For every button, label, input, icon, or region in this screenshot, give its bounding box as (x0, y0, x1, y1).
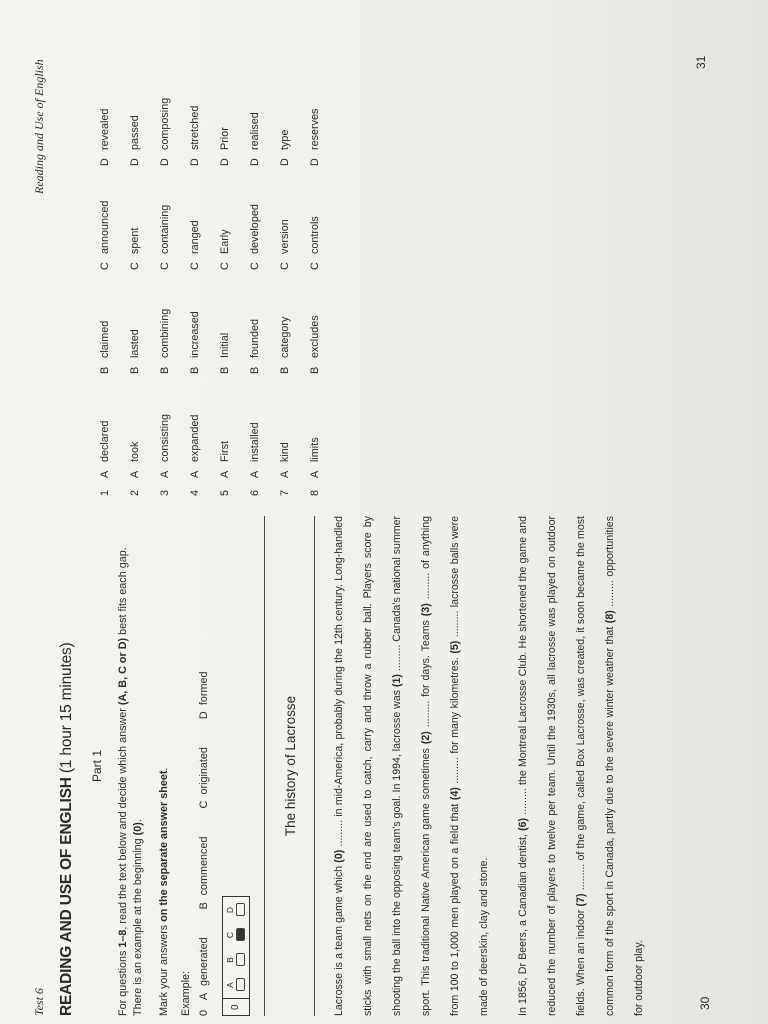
question-number: 8 (309, 489, 321, 496)
option-word: lasted (129, 329, 141, 358)
option-word: combining (159, 308, 171, 358)
option-letter: A (189, 470, 201, 478)
option-letter: D (129, 158, 141, 166)
option-word: category (279, 316, 291, 358)
option-word: declared (99, 420, 111, 462)
option-word: First (219, 441, 231, 462)
gap-number: (2) (420, 731, 432, 745)
option-letter: C (249, 262, 261, 270)
option-word: developed (249, 204, 261, 254)
option-row (150, 62, 180, 496)
option-letter: A (159, 470, 171, 478)
page-number-right: 31 (694, 55, 708, 69)
option-word: controls (309, 216, 321, 254)
test-label: Test 6 (32, 988, 46, 1016)
option-word: Prior (219, 127, 231, 150)
answer-bubble-a: A (225, 975, 245, 995)
option-letter: A (249, 470, 261, 478)
option-letter: C (189, 262, 201, 270)
gap-number: (7) (575, 893, 587, 907)
option-letter: D (219, 158, 231, 166)
option-letter: D (189, 158, 201, 166)
option-word: consisting (159, 413, 171, 462)
example-option-a: Agenerated (198, 937, 210, 1000)
option-letter: D (159, 158, 171, 166)
option-word: claimed (99, 320, 111, 358)
answer-bubble-b: B (225, 950, 245, 970)
option-letter: A (99, 470, 111, 478)
part-title: Part 1 (90, 750, 104, 783)
example-number: 0 (198, 1009, 210, 1016)
section-title (58, 516, 76, 1016)
option-letter: B (159, 366, 171, 374)
passage-paragraph-1: Lacrosse is a team game which (0) ......... in mid-America, probably during the 12th century. Long-handled sticks with small nets on the end are used to catch, carry and throw a rubber ball. Players score by shooting the ball into the opposing team's goal. In 1994, lacrosse was (1) ......... Canada's national summer sport. This traditional Native American game sometimes (2) ......... for days. Teams (3) ......... of anything from 100 to 1,000 men played on a field that (4) ......... for many kilometres. (5) ......... lacrosse balls were made of deerskin, clay and stone. (333, 515, 490, 1016)
option-word: composing (159, 97, 171, 150)
option-letter: A (129, 470, 141, 478)
gap-number: (8) (604, 610, 616, 624)
option-letter: B (219, 366, 231, 374)
option-word: type (279, 129, 291, 150)
example-answer-box (222, 896, 250, 1016)
gap-number: (3) (420, 603, 432, 617)
option-word: ranged (189, 220, 201, 254)
option-letter: D (309, 158, 321, 166)
gap-number: (5) (449, 640, 461, 654)
option-letter: D (99, 158, 111, 166)
option-letter: B (249, 366, 261, 374)
options-table (90, 62, 330, 496)
option-word: installed (249, 422, 261, 462)
option-letter: A (309, 470, 321, 478)
option-row (240, 62, 270, 496)
option-word: containing (159, 204, 171, 254)
example-label: Example: (180, 970, 192, 1016)
option-word: expanded (189, 414, 201, 462)
gap-number: (1) (391, 674, 403, 688)
option-letter: B (129, 366, 141, 374)
option-letter: C (219, 262, 231, 270)
option-word: founded (249, 318, 261, 358)
question-number: 6 (249, 489, 261, 496)
option-word: excludes (309, 315, 321, 358)
section-label: Reading and Use of English (32, 59, 46, 194)
option-word: version (279, 219, 291, 254)
option-word: realised (249, 112, 261, 150)
divider (264, 516, 265, 1016)
gap-number: (4) (449, 787, 461, 801)
option-row (270, 62, 300, 496)
left-column (58, 516, 654, 1016)
option-letter: C (159, 262, 171, 270)
option-word: kind (279, 442, 291, 462)
option-letter: C (129, 262, 141, 270)
divider (314, 516, 315, 1016)
option-letter: D (249, 158, 261, 166)
option-letter: A (219, 470, 231, 478)
question-number: 1 (99, 489, 111, 496)
answer-box-number: 0 (230, 1004, 241, 1010)
option-word: passed (129, 115, 141, 150)
option-word: announced (99, 200, 111, 254)
passage-title: The history of Lacrosse (283, 695, 298, 837)
mark-answers-instruction: Mark your answers on the separate answer sheet. (158, 767, 170, 1016)
option-letter: B (189, 366, 201, 374)
option-word: revealed (99, 108, 111, 150)
option-word: took (129, 441, 141, 462)
example-option-d: Dformed (198, 671, 210, 720)
gap-number: (0) (333, 849, 345, 863)
passage-paragraph-2: In 1856, Dr Beers, a Canadian dentist, (6) ......... the Montreal Lacrosse Club. He shortened the game and reduced the number of players to twelve per team. Until the 1930s, all lacrosse was played on outdoor fields. When an indoor (7) ......... of the game, called Box Lacrosse, was created, it soon became the most common form of the sport in Canada, partly due to the severe winter weather that (8) ......... opportunities for outdoor play. (517, 516, 645, 1016)
option-word: Early (219, 229, 231, 254)
option-letter: C (279, 262, 291, 270)
example-options (198, 516, 210, 1016)
answer-bubble-d: D (225, 900, 245, 920)
option-row (90, 62, 120, 496)
option-letter: B (309, 366, 321, 374)
option-word: Initial (219, 332, 231, 358)
question-number: 7 (279, 489, 291, 496)
page-number-left: 30 (698, 996, 712, 1010)
question-number: 5 (219, 489, 231, 496)
option-word: increased (189, 311, 201, 358)
answer-bubble-c: C (225, 925, 245, 945)
question-number: 2 (129, 489, 141, 496)
option-letter: D (279, 158, 291, 166)
option-letter: C (99, 262, 111, 270)
option-word: reserves (309, 108, 321, 150)
option-row (180, 62, 210, 496)
example-option-c: Coriginated (198, 747, 210, 809)
option-letter: A (279, 470, 291, 478)
option-letter: B (99, 366, 111, 374)
example-option-b: Bcommenced (198, 836, 210, 910)
option-word: limits (309, 437, 321, 462)
question-number: 3 (159, 489, 171, 496)
option-word: spent (129, 227, 141, 254)
question-number: 4 (189, 489, 201, 496)
instructions: For questions 1–8, read the text below and decide which answer (A, B, C or D) best fits each gap. There is an example at the beginning (0). (117, 547, 144, 1016)
section-title-bold: READING AND USE OF ENGLISH (58, 777, 75, 1016)
option-row (210, 62, 240, 496)
option-word: stretched (189, 105, 201, 150)
option-row (120, 62, 150, 496)
option-letter: C (309, 262, 321, 270)
option-letter: B (279, 366, 291, 374)
section-title-time: (1 hour 15 minutes) (58, 642, 75, 774)
option-row (300, 62, 330, 496)
gap-number: (6) (517, 817, 529, 831)
